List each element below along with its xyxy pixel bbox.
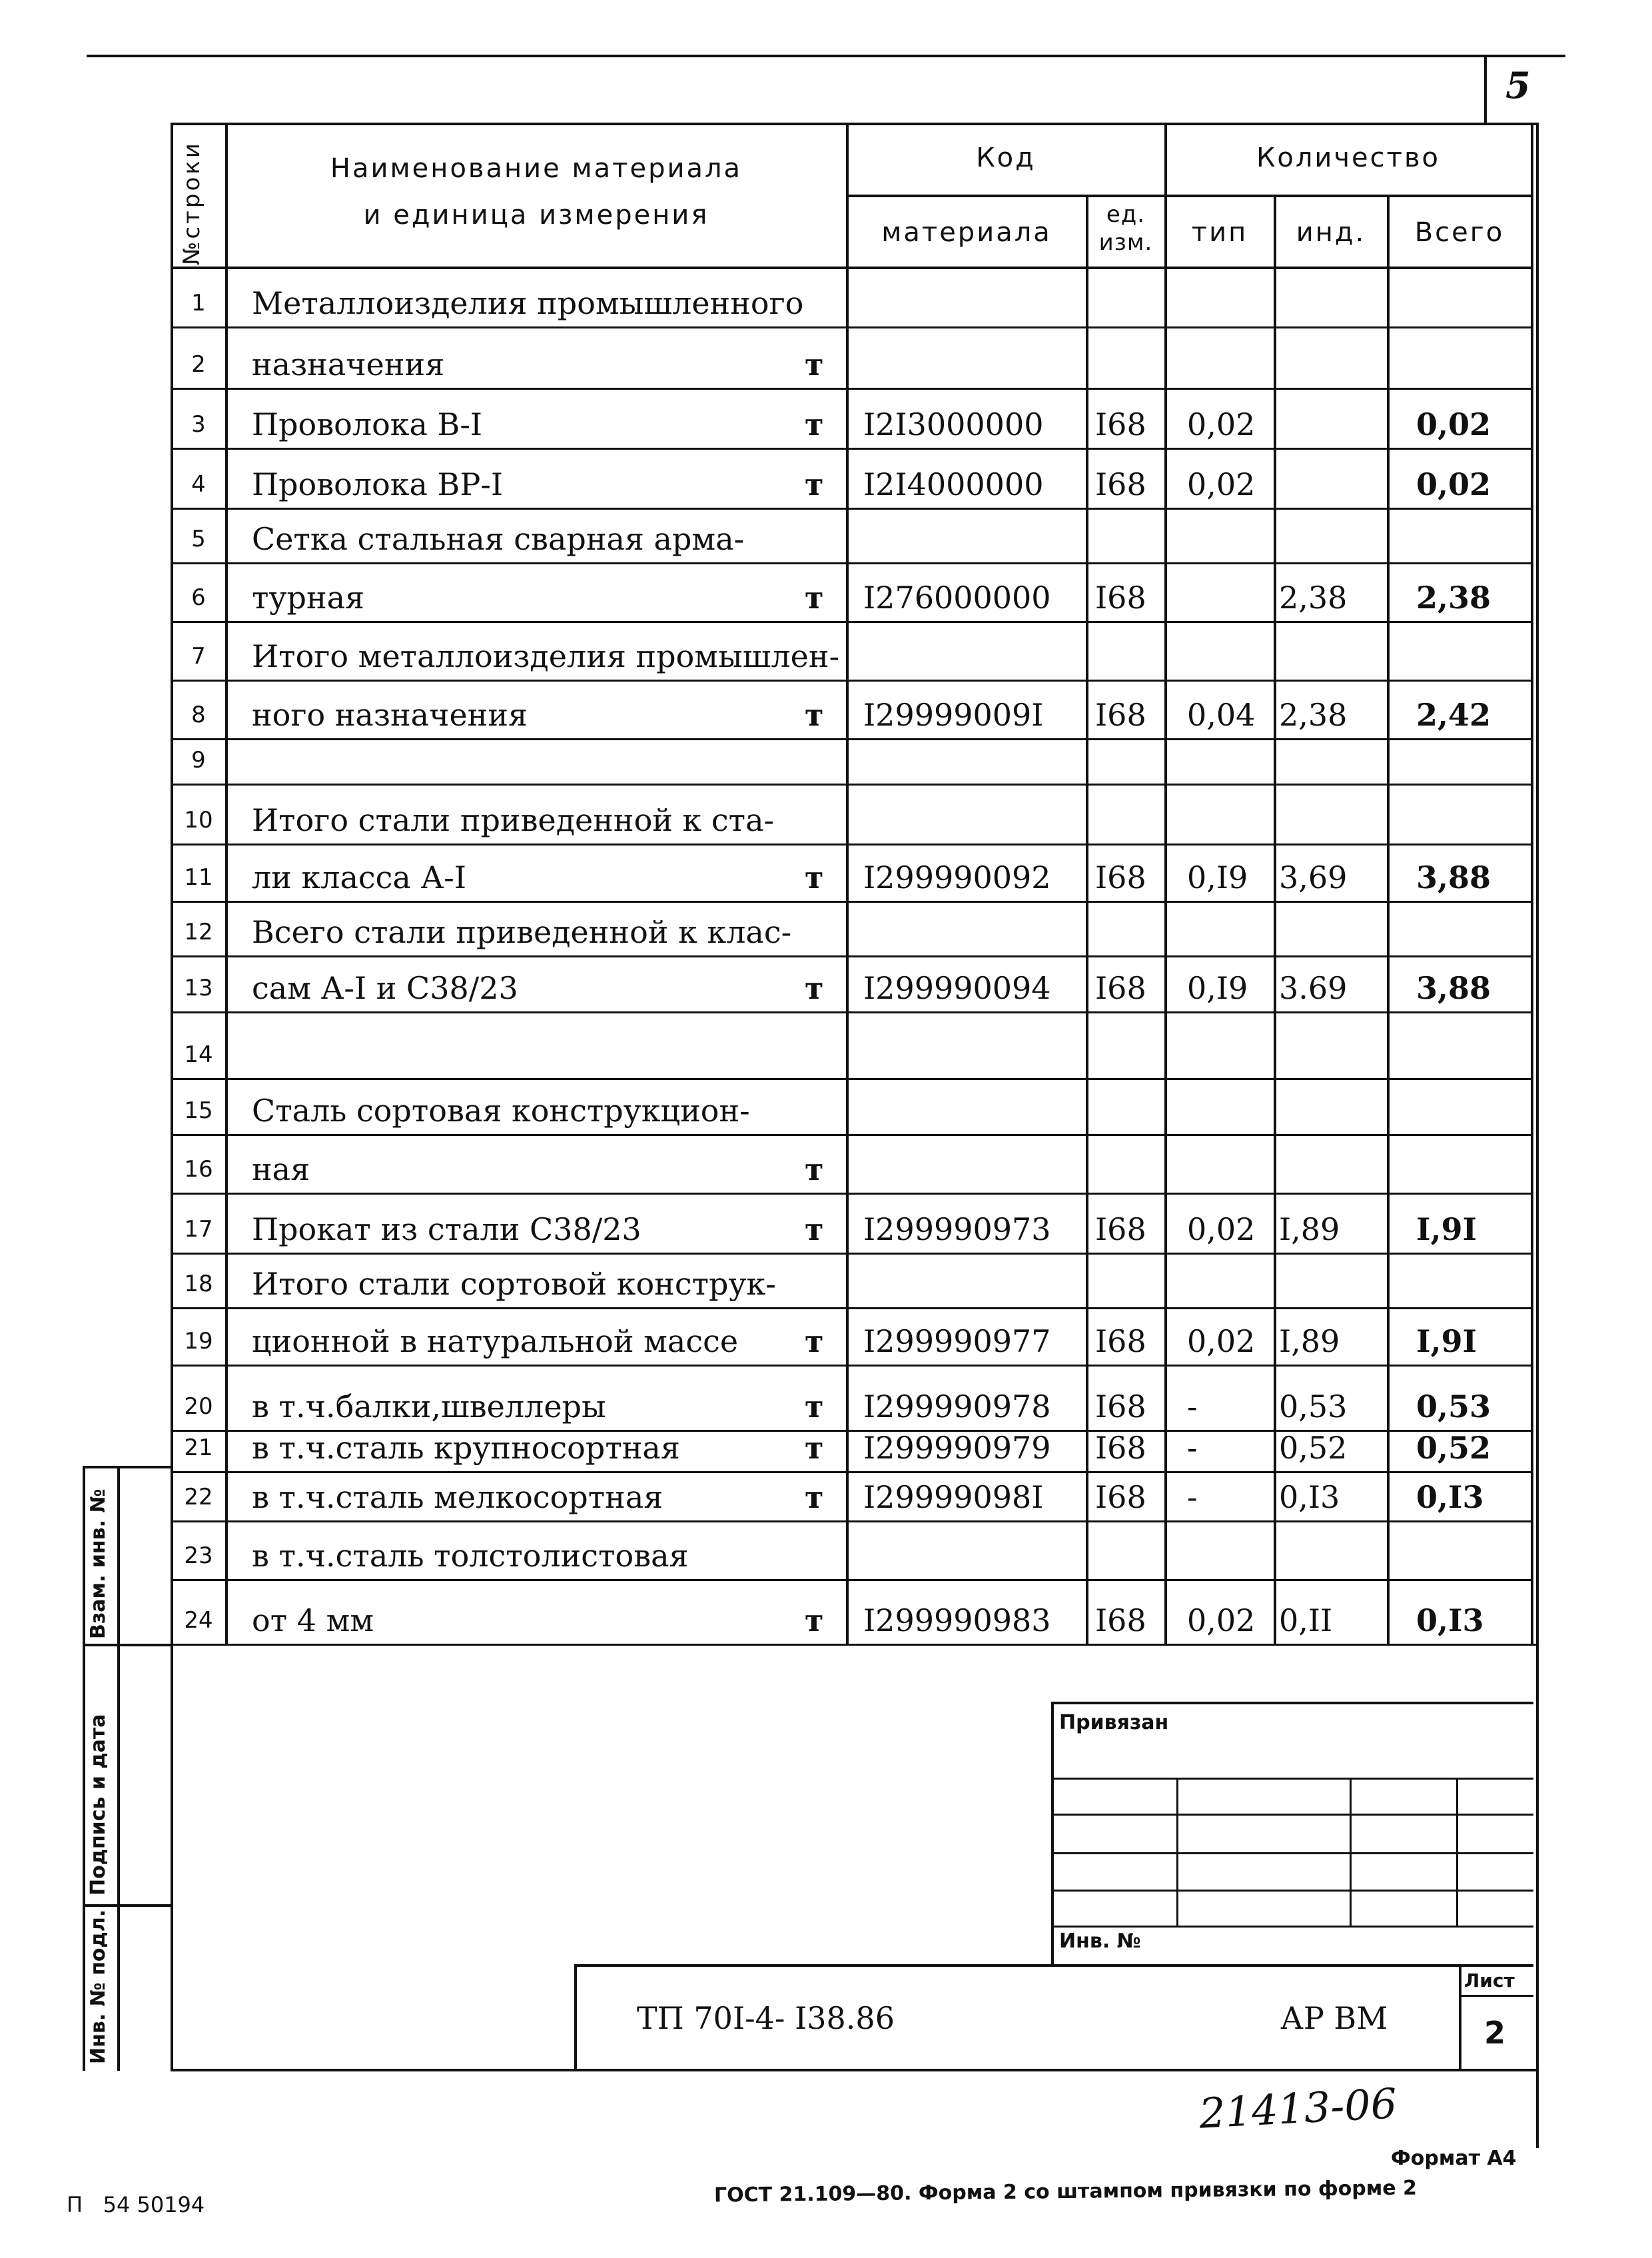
cell-ind: 2,38 (1279, 697, 1348, 733)
row-number: 10 (184, 807, 213, 834)
row-divider (172, 844, 1533, 846)
cell-code: I299990092 (863, 859, 1051, 895)
row-number-header: №строки (179, 141, 205, 265)
row-divider (172, 326, 1533, 328)
cell-t: т (805, 346, 824, 382)
table-top-border (171, 123, 1537, 125)
cell-total: 0,02 (1416, 466, 1491, 502)
cell-type: 0,04 (1187, 697, 1256, 733)
row-number: 15 (184, 1097, 213, 1124)
cell-ind: 0,53 (1279, 1389, 1348, 1424)
unit-header-line2: изм. (1098, 229, 1153, 256)
cell-unit: I68 (1095, 859, 1146, 895)
cell-unit: I68 (1095, 697, 1146, 733)
cell-code: I299990977 (863, 1323, 1051, 1359)
sheet-number: 2 (1484, 2015, 1506, 2051)
cell-name: Проволока В-I (252, 406, 483, 442)
name-header-line2: и единица измерения (363, 200, 709, 231)
name-header-line1: Наименование материала (330, 153, 743, 184)
cell-code: I299990979 (863, 1430, 1051, 1466)
cell-t: т (805, 580, 824, 616)
title-block-top (574, 1964, 1533, 1967)
cell-type: 0,I9 (1187, 859, 1248, 895)
cell-code: I2I3000000 (863, 406, 1044, 442)
row-number-col-line (225, 123, 228, 1644)
cell-ind: 3,69 (1279, 859, 1348, 895)
page-number: 5 (1505, 64, 1531, 107)
binding-stamp-row4 (1051, 1890, 1533, 1892)
section-code: АР ВМ (1280, 2000, 1388, 2036)
material-header: материала (881, 217, 1052, 248)
cell-t: т (805, 1602, 824, 1638)
name-col-line (846, 123, 849, 1644)
row-divider (172, 738, 1533, 740)
header-bottom-line (171, 267, 1533, 269)
binding-stamp-row1 (1051, 1778, 1533, 1780)
cell-ind: 0,I3 (1279, 1479, 1340, 1515)
privyazan-label: Привязан (1059, 1711, 1169, 1734)
row-divider (172, 1193, 1533, 1195)
cell-code: I29999009I (863, 697, 1044, 733)
ind-col-line (1387, 195, 1390, 1644)
row-number: 23 (184, 1542, 213, 1569)
binding-stamp-col1 (1176, 1778, 1178, 1926)
top-border (87, 55, 1565, 57)
cell-name: в т.ч.сталь толстолистовая (252, 1538, 689, 1574)
cell-total: 3,88 (1416, 859, 1491, 895)
cell-ind: 2,38 (1279, 580, 1348, 616)
footer-gost: ГОСТ 21.109—80. Форма 2 со штампом привязки по форме 2 (713, 2176, 1418, 2207)
row-number: 20 (184, 1393, 213, 1420)
cell-t: т (805, 697, 824, 733)
cell-type: 0,02 (1187, 406, 1256, 442)
cell-type: - (1187, 1389, 1198, 1424)
binding-stamp-col2 (1350, 1778, 1352, 1926)
binding-stamp-col3 (1456, 1778, 1458, 1926)
cell-name: Металлоизделия промышленного (252, 285, 804, 321)
row-number: 13 (184, 975, 213, 1001)
vzam-inv-label: Взам. инв. № (87, 1488, 110, 1639)
side-stamp-mid-border (117, 1466, 120, 2071)
row-number: 21 (184, 1434, 213, 1461)
frame-bottom-border (171, 2069, 1537, 2071)
title-block-left (574, 1964, 577, 2071)
unit-col-line (1164, 123, 1167, 1644)
title-block-sheet-line (1459, 1995, 1533, 1997)
row-number: 7 (191, 643, 206, 670)
podpis-data-label: Подпись и дата (87, 1714, 110, 1896)
cell-name: Итого металлоизделия промышлен- (252, 638, 840, 674)
cell-name: от 4 мм (252, 1602, 374, 1638)
cell-code: I276000000 (863, 580, 1051, 616)
row-divider (172, 1078, 1533, 1080)
quantity-header: Количество (1256, 143, 1440, 173)
cell-t: т (805, 970, 824, 1006)
type-col-line (1274, 195, 1276, 1644)
cell-unit: I68 (1095, 466, 1146, 502)
cell-total: 0,53 (1416, 1389, 1491, 1424)
cell-t: т (805, 466, 824, 502)
code-header: Код (976, 143, 1036, 173)
row-divider (172, 1134, 1533, 1136)
row-number: 2 (191, 351, 206, 378)
binding-stamp-row3 (1051, 1852, 1533, 1854)
cell-unit: I68 (1095, 1389, 1146, 1424)
cell-type: 0,02 (1187, 1323, 1256, 1359)
row-number: 18 (184, 1271, 213, 1297)
cell-code: I299990094 (863, 970, 1051, 1006)
cell-type: 0,I9 (1187, 970, 1248, 1006)
row-divider (172, 1365, 1533, 1367)
cell-unit: I68 (1095, 970, 1146, 1006)
binding-stamp-top (1051, 1702, 1533, 1704)
title-block-sheet-divider (1459, 1964, 1461, 2071)
cell-unit: I68 (1095, 1211, 1146, 1247)
row-divider (172, 1307, 1533, 1309)
cell-total: 2,42 (1416, 697, 1491, 733)
side-stamp-left-border (83, 1466, 85, 2071)
cell-name: сам А-I и С38/23 (252, 970, 518, 1006)
sheet-label: Лист (1464, 1970, 1515, 1991)
cell-t: т (805, 1211, 824, 1247)
row-divider (172, 1520, 1533, 1522)
row-divider (172, 1471, 1533, 1473)
ind-header: инд. (1296, 217, 1366, 248)
row-number: 12 (184, 919, 213, 945)
cell-type: - (1187, 1430, 1198, 1466)
row-divider (172, 448, 1533, 450)
row-number: 24 (184, 1607, 213, 1634)
cell-code: I2I4000000 (863, 466, 1044, 502)
row-number: 6 (191, 584, 206, 611)
cell-t: т (805, 1430, 824, 1466)
cell-total: 0,02 (1416, 406, 1491, 442)
cell-type: 0,02 (1187, 1211, 1256, 1247)
cell-unit: I68 (1095, 1430, 1146, 1466)
side-stamp-top (83, 1466, 172, 1468)
cell-name: в т.ч.сталь мелкосортная (252, 1479, 663, 1515)
cell-total: 0,I3 (1416, 1602, 1484, 1638)
row-divider (172, 955, 1533, 957)
cell-name: Проволока ВР-I (252, 466, 504, 502)
row-divider (172, 1644, 1536, 1646)
cell-total: 0,52 (1416, 1430, 1491, 1466)
cell-name: Итого стали сортовой конструк- (252, 1266, 776, 1302)
cell-t: т (805, 1389, 824, 1424)
type-header: тип (1191, 217, 1248, 248)
binding-stamp-row2 (1051, 1814, 1533, 1816)
cell-name: Сталь сортовая конструкцион- (252, 1093, 750, 1129)
row-number: 1 (191, 290, 206, 316)
row-divider (172, 901, 1533, 903)
cell-unit: I68 (1095, 1602, 1146, 1638)
cell-name: в т.ч.сталь крупносортная (252, 1430, 680, 1466)
cell-t: т (805, 406, 824, 442)
header-mid-line (846, 195, 1533, 197)
document-code: ТП 70I-4- I38.86 (637, 2000, 895, 2036)
total-header: Всего (1414, 217, 1505, 248)
row-number: 5 (191, 526, 206, 552)
cell-total: 0,I3 (1416, 1479, 1484, 1515)
cell-total: 2,38 (1416, 580, 1491, 616)
cell-ind: 0,52 (1279, 1430, 1348, 1466)
row-divider (172, 388, 1533, 390)
row-number: 19 (184, 1328, 213, 1355)
row-divider (172, 1011, 1533, 1013)
row-divider (172, 1253, 1533, 1255)
cell-ind: I,89 (1279, 1211, 1340, 1247)
cell-type: 0,02 (1187, 1602, 1256, 1638)
cell-name: в т.ч.балки,швеллеры (252, 1389, 606, 1424)
cell-ind: 3.69 (1279, 970, 1348, 1006)
row-number: 3 (191, 411, 206, 438)
cell-name: Итого стали приведенной к ста- (252, 802, 775, 838)
row-number: 11 (184, 864, 213, 891)
cell-code: I29999098I (863, 1479, 1044, 1515)
side-stamp-sep1 (83, 1644, 172, 1646)
cell-name: назначения (252, 346, 445, 382)
cell-t: т (805, 1323, 824, 1359)
cell-code: I299990978 (863, 1389, 1051, 1424)
side-stamp-sep2 (83, 1904, 172, 1907)
cell-code: I299990973 (863, 1211, 1051, 1247)
cell-code: I299990983 (863, 1602, 1051, 1638)
cell-name: Сетка стальная сварная арма- (252, 521, 745, 557)
row-divider (172, 1579, 1533, 1581)
cell-t: т (805, 1151, 824, 1187)
row-divider (172, 621, 1533, 623)
binding-stamp-row5 (1051, 1926, 1533, 1928)
cell-name: ная (252, 1151, 310, 1187)
cell-unit: I68 (1095, 580, 1146, 616)
row-number: 14 (184, 1041, 213, 1068)
row-divider (172, 680, 1533, 682)
frame-right-border (1536, 123, 1539, 2148)
cell-t: т (805, 859, 824, 895)
cell-ind: 0,II (1279, 1602, 1333, 1638)
row-number: 22 (184, 1484, 213, 1510)
cell-type: - (1187, 1479, 1198, 1515)
row-number: 8 (191, 702, 206, 728)
cell-unit: I68 (1095, 1323, 1146, 1359)
cell-unit: I68 (1095, 1479, 1146, 1515)
cell-name: ционной в натуральной массе (252, 1323, 739, 1359)
row-number: 9 (191, 747, 206, 774)
handwritten-archive-number: 21413-06 (1198, 2079, 1398, 2138)
row-number: 4 (191, 471, 206, 498)
binding-inv-label: Инв. № (1059, 1930, 1141, 1953)
row-divider (172, 784, 1533, 786)
cell-total: I,9I (1416, 1323, 1477, 1359)
cell-name: Всего стали приведенной к клас- (252, 914, 792, 950)
format-label: Формат А4 (1391, 2147, 1517, 2170)
row-number: 16 (184, 1156, 213, 1183)
unit-header-line1: ед. (1106, 201, 1146, 228)
cell-total: 3,88 (1416, 970, 1491, 1006)
page-number-box-left (1484, 55, 1487, 123)
cell-total: I,9I (1416, 1211, 1477, 1247)
footer-left-code: П 54 50194 (67, 2192, 205, 2217)
cell-name: Прокат из стали С38/23 (252, 1211, 641, 1247)
row-number: 17 (184, 1216, 213, 1243)
total-col-line (1531, 123, 1533, 1644)
row-divider (172, 562, 1533, 564)
cell-ind: I,89 (1279, 1323, 1340, 1359)
cell-t: т (805, 1479, 824, 1515)
inv-podl-label: Инв. № подл. (87, 1909, 110, 2064)
code-col-line (1086, 195, 1088, 1644)
cell-name: ного назначения (252, 697, 528, 733)
row-divider (172, 508, 1533, 510)
cell-type: 0,02 (1187, 466, 1256, 502)
cell-name: ли класса А-I (252, 859, 467, 895)
cell-unit: I68 (1095, 406, 1146, 442)
cell-name: турная (252, 580, 365, 616)
